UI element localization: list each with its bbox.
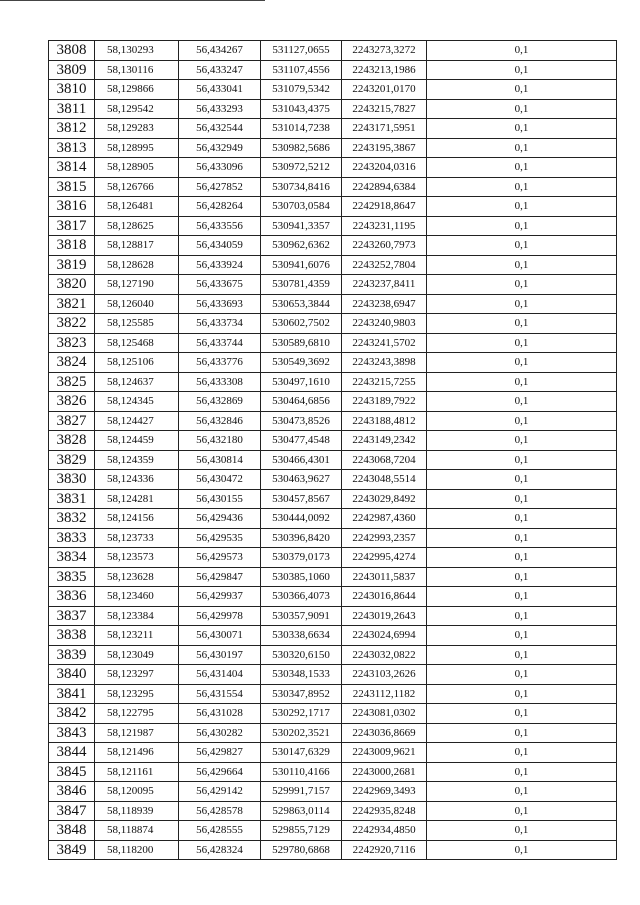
table-row (49, 743, 617, 763)
table-row (49, 372, 617, 392)
point-number-cell: 3829 (49, 450, 95, 470)
latitude-cell: 58,129866 (95, 80, 179, 100)
table-row (49, 158, 617, 178)
point-number-cell: 3849 (49, 840, 95, 860)
latitude-cell: 58,120095 (95, 782, 179, 802)
y-coordinate-cell: 2243241,5702 (342, 333, 427, 353)
latitude-cell: 58,123628 (95, 567, 179, 587)
y-coordinate-cell: 2243240,9803 (342, 314, 427, 334)
x-coordinate-cell: 530463,9627 (261, 470, 342, 490)
longitude-cell: 56,434267 (179, 41, 261, 61)
accuracy-cell: 0,1 (427, 255, 617, 275)
y-coordinate-cell: 2243189,7922 (342, 392, 427, 412)
latitude-cell: 58,124427 (95, 411, 179, 431)
latitude-cell: 58,125106 (95, 353, 179, 373)
x-coordinate-cell: 529855,7129 (261, 821, 342, 841)
latitude-cell: 58,126481 (95, 197, 179, 217)
accuracy-cell: 0,1 (427, 353, 617, 373)
table-row (49, 587, 617, 607)
longitude-cell: 56,430814 (179, 450, 261, 470)
point-number-cell: 3819 (49, 255, 95, 275)
table-row (49, 314, 617, 334)
y-coordinate-cell: 2243215,7827 (342, 99, 427, 119)
longitude-cell: 56,433308 (179, 372, 261, 392)
point-number-cell: 3842 (49, 704, 95, 724)
table-row (49, 645, 617, 665)
coordinates-table-body (49, 41, 617, 860)
longitude-cell: 56,433556 (179, 216, 261, 236)
accuracy-cell: 0,1 (427, 645, 617, 665)
longitude-cell: 56,429573 (179, 548, 261, 568)
x-coordinate-cell: 530473,8526 (261, 411, 342, 431)
x-coordinate-cell: 530972,5212 (261, 158, 342, 178)
latitude-cell: 58,125585 (95, 314, 179, 334)
latitude-cell: 58,124345 (95, 392, 179, 412)
accuracy-cell: 0,1 (427, 80, 617, 100)
accuracy-cell: 0,1 (427, 626, 617, 646)
point-number-cell: 3823 (49, 333, 95, 353)
point-number-cell: 3811 (49, 99, 95, 119)
y-coordinate-cell: 2243243,3898 (342, 353, 427, 373)
table-row (49, 548, 617, 568)
point-number-cell: 3840 (49, 665, 95, 685)
x-coordinate-cell: 530703,0584 (261, 197, 342, 217)
latitude-cell: 58,126766 (95, 177, 179, 197)
point-number-cell: 3841 (49, 684, 95, 704)
longitude-cell: 56,434059 (179, 236, 261, 256)
longitude-cell: 56,429142 (179, 782, 261, 802)
longitude-cell: 56,429535 (179, 528, 261, 548)
x-coordinate-cell: 530464,6856 (261, 392, 342, 412)
longitude-cell: 56,430282 (179, 723, 261, 743)
table-row (49, 470, 617, 490)
accuracy-cell: 0,1 (427, 665, 617, 685)
longitude-cell: 56,430155 (179, 489, 261, 509)
longitude-cell: 56,433734 (179, 314, 261, 334)
accuracy-cell: 0,1 (427, 470, 617, 490)
point-number-cell: 3826 (49, 392, 95, 412)
longitude-cell: 56,429978 (179, 606, 261, 626)
y-coordinate-cell: 2242969,3493 (342, 782, 427, 802)
longitude-cell: 56,432949 (179, 138, 261, 158)
longitude-cell: 56,428578 (179, 801, 261, 821)
table-row (49, 665, 617, 685)
point-number-cell: 3847 (49, 801, 95, 821)
coordinates-table (48, 40, 617, 860)
latitude-cell: 58,129283 (95, 119, 179, 139)
y-coordinate-cell: 2243068,7204 (342, 450, 427, 470)
longitude-cell: 56,433675 (179, 275, 261, 295)
x-coordinate-cell: 530147,6329 (261, 743, 342, 763)
x-coordinate-cell: 530348,1533 (261, 665, 342, 685)
y-coordinate-cell: 2242934,4850 (342, 821, 427, 841)
longitude-cell: 56,433096 (179, 158, 261, 178)
x-coordinate-cell: 530292,1717 (261, 704, 342, 724)
latitude-cell: 58,128817 (95, 236, 179, 256)
table-row (49, 138, 617, 158)
table-row (49, 528, 617, 548)
latitude-cell: 58,124336 (95, 470, 179, 490)
longitude-cell: 56,432544 (179, 119, 261, 139)
x-coordinate-cell: 530357,9091 (261, 606, 342, 626)
accuracy-cell: 0,1 (427, 275, 617, 295)
accuracy-cell: 0,1 (427, 60, 617, 80)
longitude-cell: 56,430472 (179, 470, 261, 490)
table-row (49, 99, 617, 119)
accuracy-cell: 0,1 (427, 41, 617, 61)
latitude-cell: 58,128995 (95, 138, 179, 158)
point-number-cell: 3832 (49, 509, 95, 529)
table-row (49, 782, 617, 802)
longitude-cell: 56,433293 (179, 99, 261, 119)
accuracy-cell: 0,1 (427, 801, 617, 821)
latitude-cell: 58,123049 (95, 645, 179, 665)
x-coordinate-cell: 530366,4073 (261, 587, 342, 607)
y-coordinate-cell: 2242920,7116 (342, 840, 427, 860)
latitude-cell: 58,125468 (95, 333, 179, 353)
y-coordinate-cell: 2243252,7804 (342, 255, 427, 275)
table-row (49, 177, 617, 197)
point-number-cell: 3825 (49, 372, 95, 392)
accuracy-cell: 0,1 (427, 372, 617, 392)
longitude-cell: 56,433924 (179, 255, 261, 275)
x-coordinate-cell: 530653,3844 (261, 294, 342, 314)
y-coordinate-cell: 2242995,4274 (342, 548, 427, 568)
table-row (49, 626, 617, 646)
accuracy-cell: 0,1 (427, 392, 617, 412)
y-coordinate-cell: 2243260,7973 (342, 236, 427, 256)
latitude-cell: 58,126040 (95, 294, 179, 314)
latitude-cell: 58,124359 (95, 450, 179, 470)
point-number-cell: 3838 (49, 626, 95, 646)
x-coordinate-cell: 530466,4301 (261, 450, 342, 470)
accuracy-cell: 0,1 (427, 216, 617, 236)
y-coordinate-cell: 2243048,5514 (342, 470, 427, 490)
accuracy-cell: 0,1 (427, 314, 617, 334)
y-coordinate-cell: 2243171,5951 (342, 119, 427, 139)
longitude-cell: 56,430197 (179, 645, 261, 665)
x-coordinate-cell: 530202,3521 (261, 723, 342, 743)
latitude-cell: 58,118939 (95, 801, 179, 821)
point-number-cell: 3816 (49, 197, 95, 217)
accuracy-cell: 0,1 (427, 606, 617, 626)
y-coordinate-cell: 2243000,2681 (342, 762, 427, 782)
y-coordinate-cell: 2243273,3272 (342, 41, 427, 61)
point-number-cell: 3815 (49, 177, 95, 197)
table-row (49, 411, 617, 431)
table-row (49, 80, 617, 100)
table-row (49, 606, 617, 626)
accuracy-cell: 0,1 (427, 236, 617, 256)
longitude-cell: 56,430071 (179, 626, 261, 646)
y-coordinate-cell: 2243149,2342 (342, 431, 427, 451)
accuracy-cell: 0,1 (427, 197, 617, 217)
table-row (49, 431, 617, 451)
longitude-cell: 56,431028 (179, 704, 261, 724)
accuracy-cell: 0,1 (427, 450, 617, 470)
x-coordinate-cell: 530734,8416 (261, 177, 342, 197)
longitude-cell: 56,429664 (179, 762, 261, 782)
latitude-cell: 58,128625 (95, 216, 179, 236)
x-coordinate-cell: 531043,4375 (261, 99, 342, 119)
y-coordinate-cell: 2242987,4360 (342, 509, 427, 529)
y-coordinate-cell: 2242894,6384 (342, 177, 427, 197)
y-coordinate-cell: 2243238,6947 (342, 294, 427, 314)
table-row (49, 60, 617, 80)
accuracy-cell: 0,1 (427, 99, 617, 119)
latitude-cell: 58,118200 (95, 840, 179, 860)
point-number-cell: 3836 (49, 587, 95, 607)
latitude-cell: 58,121496 (95, 743, 179, 763)
table-row (49, 197, 617, 217)
accuracy-cell: 0,1 (427, 567, 617, 587)
point-number-cell: 3812 (49, 119, 95, 139)
point-number-cell: 3833 (49, 528, 95, 548)
accuracy-cell: 0,1 (427, 762, 617, 782)
x-coordinate-cell: 530589,6810 (261, 333, 342, 353)
accuracy-cell: 0,1 (427, 119, 617, 139)
point-number-cell: 3813 (49, 138, 95, 158)
x-coordinate-cell: 529780,6868 (261, 840, 342, 860)
accuracy-cell: 0,1 (427, 704, 617, 724)
y-coordinate-cell: 2243231,1195 (342, 216, 427, 236)
accuracy-cell: 0,1 (427, 411, 617, 431)
point-number-cell: 3821 (49, 294, 95, 314)
y-coordinate-cell: 2243188,4812 (342, 411, 427, 431)
longitude-cell: 56,427852 (179, 177, 261, 197)
table-row (49, 450, 617, 470)
longitude-cell: 56,432180 (179, 431, 261, 451)
latitude-cell: 58,121161 (95, 762, 179, 782)
longitude-cell: 56,431554 (179, 684, 261, 704)
point-number-cell: 3837 (49, 606, 95, 626)
x-coordinate-cell: 530941,6076 (261, 255, 342, 275)
table-row (49, 333, 617, 353)
table-row (49, 255, 617, 275)
x-coordinate-cell: 531107,4556 (261, 60, 342, 80)
point-number-cell: 3839 (49, 645, 95, 665)
y-coordinate-cell: 2243024,6994 (342, 626, 427, 646)
latitude-cell: 58,123460 (95, 587, 179, 607)
y-coordinate-cell: 2243237,8411 (342, 275, 427, 295)
x-coordinate-cell: 530444,0092 (261, 509, 342, 529)
longitude-cell: 56,433776 (179, 353, 261, 373)
accuracy-cell: 0,1 (427, 548, 617, 568)
accuracy-cell: 0,1 (427, 177, 617, 197)
x-coordinate-cell: 531014,7238 (261, 119, 342, 139)
longitude-cell: 56,433693 (179, 294, 261, 314)
x-coordinate-cell: 530347,8952 (261, 684, 342, 704)
latitude-cell: 58,124459 (95, 431, 179, 451)
y-coordinate-cell: 2242918,8647 (342, 197, 427, 217)
point-number-cell: 3808 (49, 41, 95, 61)
latitude-cell: 58,124156 (95, 509, 179, 529)
point-number-cell: 3834 (49, 548, 95, 568)
latitude-cell: 58,122795 (95, 704, 179, 724)
point-number-cell: 3843 (49, 723, 95, 743)
y-coordinate-cell: 2243103,2626 (342, 665, 427, 685)
accuracy-cell: 0,1 (427, 138, 617, 158)
accuracy-cell: 0,1 (427, 528, 617, 548)
y-coordinate-cell: 2243081,0302 (342, 704, 427, 724)
page-top-rule (0, 0, 265, 1)
accuracy-cell: 0,1 (427, 782, 617, 802)
point-number-cell: 3827 (49, 411, 95, 431)
longitude-cell: 56,433041 (179, 80, 261, 100)
longitude-cell: 56,433744 (179, 333, 261, 353)
x-coordinate-cell: 529991,7157 (261, 782, 342, 802)
x-coordinate-cell: 531079,5342 (261, 80, 342, 100)
y-coordinate-cell: 2243204,0316 (342, 158, 427, 178)
x-coordinate-cell: 530477,4548 (261, 431, 342, 451)
table-row (49, 704, 617, 724)
point-number-cell: 3822 (49, 314, 95, 334)
table-row (49, 236, 617, 256)
x-coordinate-cell: 530338,6634 (261, 626, 342, 646)
latitude-cell: 58,128905 (95, 158, 179, 178)
y-coordinate-cell: 2243195,3867 (342, 138, 427, 158)
point-number-cell: 3814 (49, 158, 95, 178)
y-coordinate-cell: 2243016,8644 (342, 587, 427, 607)
accuracy-cell: 0,1 (427, 840, 617, 860)
x-coordinate-cell: 530941,3357 (261, 216, 342, 236)
table-row (49, 489, 617, 509)
table-row (49, 567, 617, 587)
latitude-cell: 58,123297 (95, 665, 179, 685)
latitude-cell: 58,121987 (95, 723, 179, 743)
table-row (49, 801, 617, 821)
point-number-cell: 3820 (49, 275, 95, 295)
longitude-cell: 56,429937 (179, 587, 261, 607)
point-number-cell: 3835 (49, 567, 95, 587)
latitude-cell: 58,118874 (95, 821, 179, 841)
x-coordinate-cell: 530602,7502 (261, 314, 342, 334)
y-coordinate-cell: 2243019,2643 (342, 606, 427, 626)
y-coordinate-cell: 2242935,8248 (342, 801, 427, 821)
point-number-cell: 3844 (49, 743, 95, 763)
y-coordinate-cell: 2243029,8492 (342, 489, 427, 509)
point-number-cell: 3818 (49, 236, 95, 256)
y-coordinate-cell: 2243112,1182 (342, 684, 427, 704)
longitude-cell: 56,429827 (179, 743, 261, 763)
point-number-cell: 3845 (49, 762, 95, 782)
x-coordinate-cell: 529863,0114 (261, 801, 342, 821)
latitude-cell: 58,127190 (95, 275, 179, 295)
longitude-cell: 56,428264 (179, 197, 261, 217)
y-coordinate-cell: 2243036,8669 (342, 723, 427, 743)
point-number-cell: 3848 (49, 821, 95, 841)
x-coordinate-cell: 530549,3692 (261, 353, 342, 373)
table-row (49, 723, 617, 743)
table-row (49, 392, 617, 412)
accuracy-cell: 0,1 (427, 431, 617, 451)
y-coordinate-cell: 2243201,0170 (342, 80, 427, 100)
accuracy-cell: 0,1 (427, 509, 617, 529)
latitude-cell: 58,123295 (95, 684, 179, 704)
longitude-cell: 56,428555 (179, 821, 261, 841)
accuracy-cell: 0,1 (427, 333, 617, 353)
latitude-cell: 58,124281 (95, 489, 179, 509)
x-coordinate-cell: 530385,1060 (261, 567, 342, 587)
x-coordinate-cell: 530457,8567 (261, 489, 342, 509)
longitude-cell: 56,431404 (179, 665, 261, 685)
table-row (49, 216, 617, 236)
point-number-cell: 3810 (49, 80, 95, 100)
accuracy-cell: 0,1 (427, 294, 617, 314)
latitude-cell: 58,123211 (95, 626, 179, 646)
longitude-cell: 56,429847 (179, 567, 261, 587)
latitude-cell: 58,130293 (95, 41, 179, 61)
latitude-cell: 58,123573 (95, 548, 179, 568)
latitude-cell: 58,123733 (95, 528, 179, 548)
table-row (49, 821, 617, 841)
x-coordinate-cell: 530982,5686 (261, 138, 342, 158)
latitude-cell: 58,123384 (95, 606, 179, 626)
table-row (49, 509, 617, 529)
x-coordinate-cell: 530497,1610 (261, 372, 342, 392)
y-coordinate-cell: 2243215,7255 (342, 372, 427, 392)
y-coordinate-cell: 2243032,0822 (342, 645, 427, 665)
latitude-cell: 58,129542 (95, 99, 179, 119)
table-row (49, 840, 617, 860)
accuracy-cell: 0,1 (427, 587, 617, 607)
point-number-cell: 3828 (49, 431, 95, 451)
table-row (49, 294, 617, 314)
x-coordinate-cell: 530396,8420 (261, 528, 342, 548)
x-coordinate-cell: 530379,0173 (261, 548, 342, 568)
y-coordinate-cell: 2242993,2357 (342, 528, 427, 548)
table-row (49, 353, 617, 373)
point-number-cell: 3824 (49, 353, 95, 373)
longitude-cell: 56,432846 (179, 411, 261, 431)
point-number-cell: 3846 (49, 782, 95, 802)
latitude-cell: 58,124637 (95, 372, 179, 392)
x-coordinate-cell: 530962,6362 (261, 236, 342, 256)
longitude-cell: 56,432869 (179, 392, 261, 412)
latitude-cell: 58,130116 (95, 60, 179, 80)
accuracy-cell: 0,1 (427, 158, 617, 178)
point-number-cell: 3809 (49, 60, 95, 80)
y-coordinate-cell: 2243011,5837 (342, 567, 427, 587)
table-row (49, 275, 617, 295)
longitude-cell: 56,428324 (179, 840, 261, 860)
x-coordinate-cell: 530110,4166 (261, 762, 342, 782)
accuracy-cell: 0,1 (427, 743, 617, 763)
accuracy-cell: 0,1 (427, 489, 617, 509)
latitude-cell: 58,128628 (95, 255, 179, 275)
y-coordinate-cell: 2243009,9621 (342, 743, 427, 763)
point-number-cell: 3831 (49, 489, 95, 509)
accuracy-cell: 0,1 (427, 684, 617, 704)
x-coordinate-cell: 530781,4359 (261, 275, 342, 295)
x-coordinate-cell: 531127,0655 (261, 41, 342, 61)
point-number-cell: 3817 (49, 216, 95, 236)
table-row (49, 41, 617, 61)
x-coordinate-cell: 530320,6150 (261, 645, 342, 665)
longitude-cell: 56,433247 (179, 60, 261, 80)
table-row (49, 762, 617, 782)
y-coordinate-cell: 2243213,1986 (342, 60, 427, 80)
table-row (49, 119, 617, 139)
table-row (49, 684, 617, 704)
longitude-cell: 56,429436 (179, 509, 261, 529)
point-number-cell: 3830 (49, 470, 95, 490)
accuracy-cell: 0,1 (427, 821, 617, 841)
accuracy-cell: 0,1 (427, 723, 617, 743)
